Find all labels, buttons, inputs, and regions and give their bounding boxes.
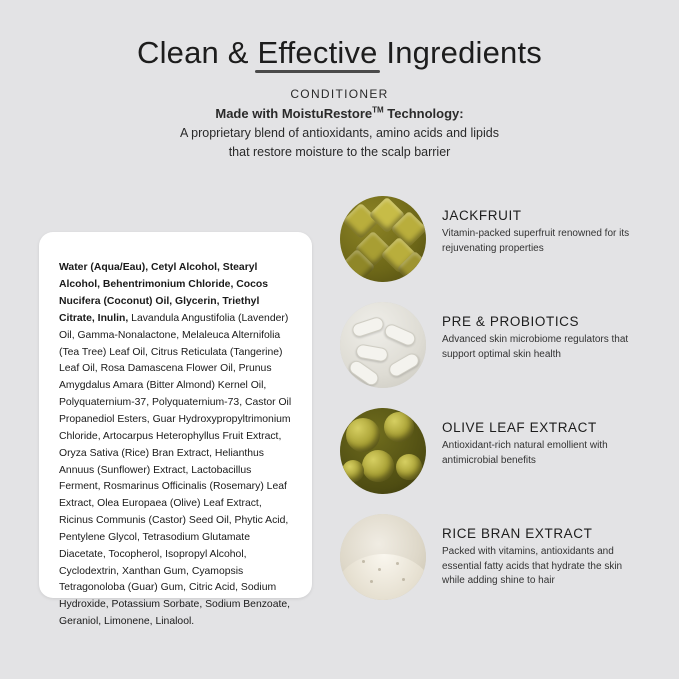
trademark-symbol: TM — [372, 105, 384, 115]
feature-text — [426, 514, 647, 589]
feature-description: Packed with vitamins, antioxidants and essential fatty acids that hydrate the skin while adding shine to hair — [442, 546, 623, 586]
header — [0, 0, 679, 163]
feature-text — [426, 196, 647, 256]
ingredients-list — [59, 260, 292, 631]
description-line-1: A proprietary blend of antioxidants, amino acids and lipids — [180, 125, 499, 140]
technology-prefix: Made with MoistuRestore — [215, 105, 373, 121]
feature-item — [340, 196, 650, 282]
technology-suffix: Technology: — [383, 105, 464, 121]
feature-description: Vitamin-packed superfruit renowned for its rejuvenating properties — [442, 228, 630, 254]
feature-title: RICE BRAN EXTRACT — [442, 526, 593, 541]
feature-title: PRE & PROBIOTICS — [442, 314, 580, 329]
capsule-icon — [340, 302, 426, 388]
subtitle-block — [0, 85, 679, 162]
ingredients-bold-intro: Water (Aqua/Eau), Cetyl Alcohol, Stearyl Alcohol, Behentrimonium Chloride, Cocos Nucifera (Coconut) Oil, Glycerin, Triethyl Citrate, Inulin, — [59, 262, 268, 324]
feature-text — [426, 408, 647, 468]
feature-description: Advanced skin microbiome regulators that support optimal skin health — [442, 334, 629, 360]
product-type-label: CONDITIONER — [290, 87, 389, 102]
probiotics-capsules-photo — [340, 302, 426, 388]
ingredients-card — [39, 232, 312, 628]
feature-description: Antioxidant-rich natural emollient with antimicrobial benefits — [442, 440, 608, 466]
ingredients-rest: Lavandula Angustifolia (Lavender) Oil, Gamma-Nonalactone, Melaleuca Alternifolia (Tea Tree) Leaf Oil, Citrus Reticulata (Tangerine) Leaf Oil, Rosa Damascena Flower Oil, Prunus Amygdalus Amara (Bitter Almond) Kernel Oil, Polyquaternium-37, Polyquaternium-73, Castor Oil Propanediol Esters, Guar Hydroxypropyltrimonium Chloride, Artocarpus Heterophyllus Fruit Extract, Oryza Sativa (Rice) Bran Extract, Helianthus Annuus (Sunflower) Extract, Lactobacillus Ferment, Rosmarinus Officinalis (Rosemary) Leaf Extract, Olea Europaea (Olive) Leaf Extract, Ricinus Communis (Castor) Seed Oil, Phytic Acid, Pentylene Glycol, Tetrasodium Glutamate Diacetate, Tocopherol, Isopropyl Alcohol, Cyclodextrin, Xanthan Gum, Cyamopsis Tetragonoloba (Guar) Gum, Citric Acid, Sodium Hydroxide, Potassium Sorbate, Sodium Benzoate, Geraniol, Limonene, Linalool. — [59, 312, 292, 628]
jackfruit-icon — [340, 196, 426, 282]
feature-item — [340, 302, 650, 388]
rice-bran-extract-photo — [340, 514, 426, 600]
feature-item — [340, 514, 650, 600]
jackfruit-photo — [340, 196, 426, 282]
feature-title: OLIVE LEAF EXTRACT — [442, 420, 597, 435]
feature-item — [340, 408, 650, 494]
feature-text — [426, 302, 647, 362]
page-title — [0, 34, 679, 71]
title-part-2: Ingredients — [377, 35, 543, 70]
olive-leaf-extract-photo — [340, 408, 426, 494]
title-underlined-word: Effective — [257, 35, 378, 70]
description-line-2: that restore moisture to the scalp barrier — [228, 145, 451, 160]
olive-icon — [340, 408, 426, 494]
technology-line — [0, 104, 679, 124]
title-part-1: Clean & — [136, 35, 258, 70]
features-list — [340, 196, 650, 620]
rice-bran-powder-icon — [340, 514, 426, 600]
feature-title: JACKFRUIT — [442, 208, 522, 223]
